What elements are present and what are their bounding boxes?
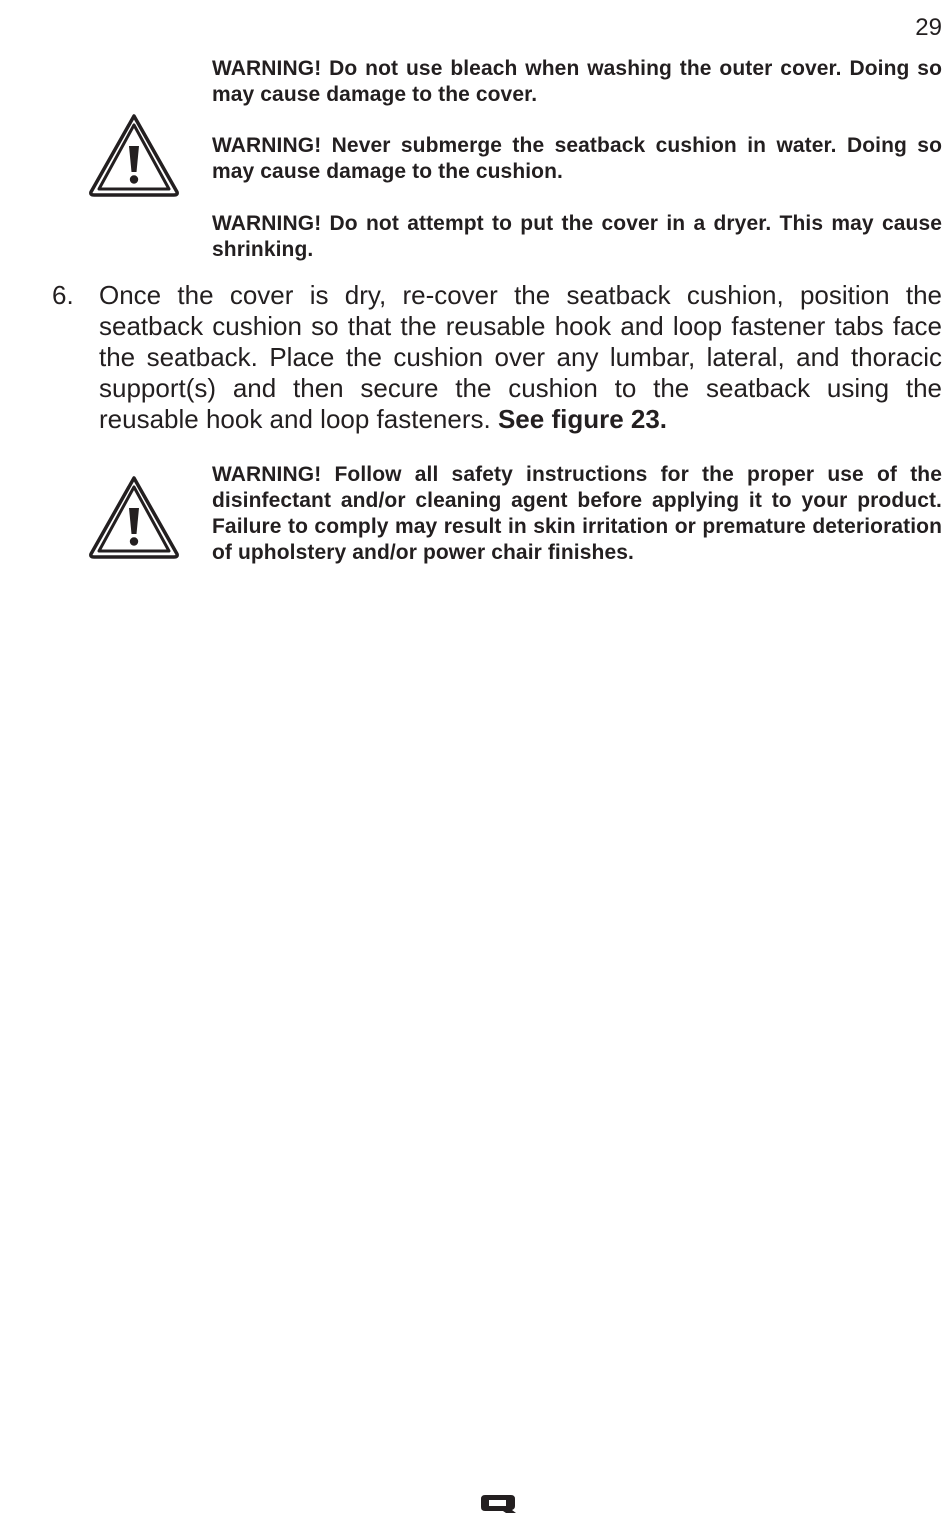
page-number: 29 — [915, 14, 942, 41]
warning-triangle-icon — [88, 475, 180, 559]
warning-bleach-text: WARNING! Do not use bleach when washing the outer cover. Doing so may cause damage to the cover. — [212, 57, 942, 106]
warning-dryer — [212, 211, 942, 263]
warning-triangle-icon — [88, 113, 180, 197]
brand-q-logo-icon — [479, 1494, 517, 1514]
warning-submerge-text: WARNING! Never submerge the seatback cushion in water. Doing so may cause damage to the cushion. — [212, 134, 942, 183]
figure-reference: See figure 23. — [497, 404, 668, 434]
instruction-step-6 — [52, 280, 942, 435]
warning-dryer-text: WARNING! Do not attempt to put the cover in a dryer. This may cause shrinking. — [212, 212, 942, 261]
step-number: 6. — [52, 280, 74, 310]
warning-submerge — [212, 133, 942, 185]
step-text: Once the cover is dry, re-cover the seatback cushion, position the seatback cushion so that the reusable hook and loop fastener tabs face the seatback. Place the cushion over any lumbar, lateral, and thoracic support(s) and then secure the cushion to the seatback using the reusable hook and loop fasteners. — [99, 280, 942, 434]
step-body — [99, 280, 942, 435]
warning-bleach — [212, 56, 942, 108]
warning-disinfectant — [212, 462, 942, 566]
warning-disinfectant-text: WARNING! Follow all safety instructions for the proper use of the disinfectant and/or cleaning agent before applying it to your product. Failure to comply may result in skin irritation or premature deterioration of upholstery and/or power chair finishes. — [212, 463, 942, 564]
